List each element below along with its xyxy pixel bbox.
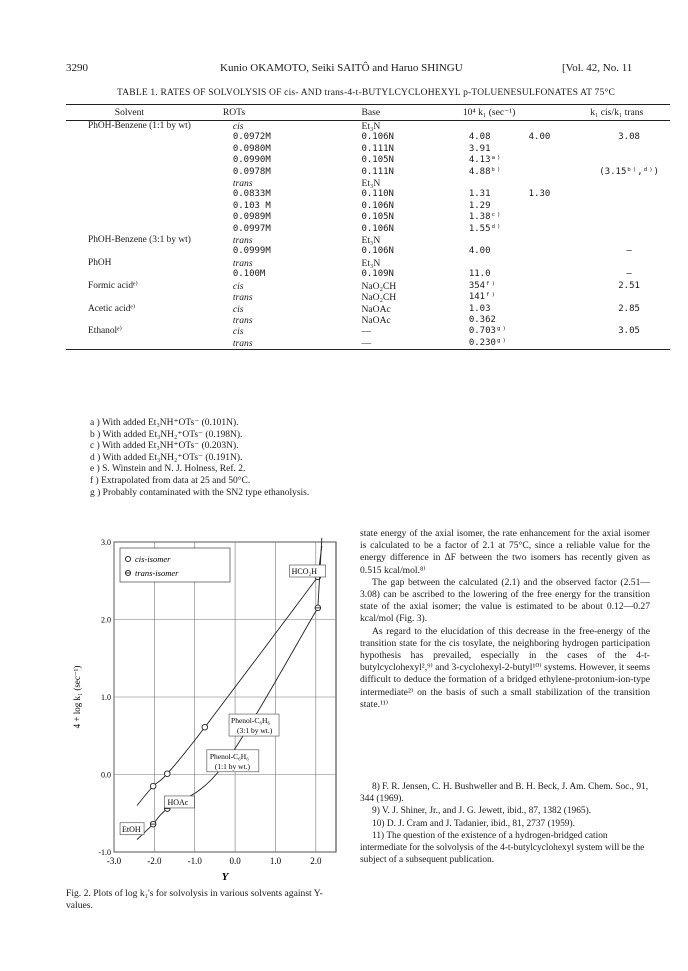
table-cell: Et₃N (361, 235, 381, 247)
table-cell (588, 258, 670, 269)
table-cell (527, 292, 589, 303)
y-tick-label: 0.0 (101, 770, 111, 780)
table-cell: trans (232, 235, 253, 247)
rates-table (66, 104, 670, 350)
table-row (66, 292, 670, 303)
reference-item: 8) F. R. Jensen, C. H. Bushweller and B. H. Beck, J. Am. Chem. Soc., 91, 344 (1969). (360, 782, 649, 804)
table-cell (66, 178, 193, 189)
table-cell: 0.106N (361, 132, 394, 143)
table-cell: 3.05 (618, 326, 640, 337)
table-cell (66, 144, 193, 155)
table-body (66, 121, 670, 350)
table-row (66, 258, 670, 269)
table-cell: 1.55ᵈ⁾ (468, 223, 502, 234)
table-row (66, 178, 670, 189)
table-cell: NaOAc (361, 303, 391, 315)
table-cell: 0.0978M (232, 166, 271, 177)
label-hoac: HOAc (167, 797, 189, 807)
table-cell: 0.106N (361, 223, 394, 234)
references (360, 782, 650, 867)
footnote: e ) S. Winstein and N. J. Holness, Ref. 2. (90, 464, 246, 475)
x-tick-label: -2.0 (147, 856, 162, 866)
body-text (360, 528, 650, 711)
table-header-5: k₁ cis/k₁ trans (590, 107, 644, 118)
table-cell (588, 212, 670, 223)
table-cell: Et₃N (361, 257, 381, 269)
footnote: b ) With added Et₃NH₂⁺OTs⁻ (0.198N). (90, 429, 243, 440)
table-cell: — (361, 326, 372, 338)
table-cell (66, 132, 193, 143)
table-cell: (3.15ᵇ⁾,ᵈ⁾) (599, 166, 659, 177)
table-cell: 2.51 (618, 280, 640, 291)
table-cell: trans (232, 292, 253, 304)
y-tick-label: -1.0 (98, 848, 111, 857)
x-axis-label: Y (221, 871, 229, 882)
table-cell: 1.31 (468, 189, 491, 200)
data-point-cis (150, 783, 156, 789)
table-cell: PhOH (88, 257, 112, 268)
reference-item: 9) V. J. Shiner, Jr., and J. G. Jewett, ibid., 87, 1382 (1965). (372, 806, 592, 817)
table-cell: 354ᶠ⁾ (468, 280, 496, 291)
running-authors: Kunio OKAMOTO, Seiki SAITÔ and Haruo SHINGU (220, 62, 463, 74)
table-cell (527, 258, 589, 269)
paragraph-3: As regard to the elucidation of this decrease in the free-energy of the transition state for the cis tosylate, the neighboring hydrogen participation hypothesis has prevailed, especially in the cases of the 4-t-butylcyclohexyl²,⁹⁾ and 3-cyclohexyl-2-butyl¹⁰⁾ systems. However, it seems difficult to deduce the formation of a bridged ethylene-protonium-ion-type intermediate²⁾ on the basis of such a small stabilization of the transition state.¹¹⁾ (360, 625, 650, 710)
table-cell: 1.03 (468, 303, 491, 314)
table-cell: 0.109N (361, 269, 394, 280)
table-cell: 11.0 (468, 269, 491, 280)
data-point-cis (202, 724, 208, 730)
table-cell (66, 338, 193, 350)
table-row (66, 315, 670, 326)
table-cell: trans (232, 257, 253, 269)
table-row (66, 132, 670, 143)
table-cell (527, 121, 589, 133)
label-phenol-31-a: Phenol-C₆H₆ (231, 716, 271, 726)
table-caption: TABLE 1. RATES OF SOLVOLYSIS OF cis- AND trans-4-t-BUTYLCYCLOHEXYL p-TOLUENESULFONATES AT 75°C (116, 88, 615, 98)
y-axis-label: 4 + log k₁ (sec⁻¹) (72, 665, 82, 729)
table-cell: 0.0972M (232, 132, 271, 143)
table-cell: — (626, 246, 632, 257)
table-cell (588, 144, 670, 155)
table-header-4 (527, 105, 589, 121)
table-cell: 4.88ᵇ⁾ (468, 166, 502, 177)
table-cell: NaO₂CH (361, 292, 397, 304)
figure-caption: Fig. 2. Plots of log k₁'s for solvolysis in various solvents against Y-values. (66, 888, 323, 911)
table-cell (527, 338, 589, 350)
table-cell (66, 315, 193, 326)
table-cell (66, 212, 193, 223)
table-row (66, 235, 670, 246)
footnote: c ) With added Et₃NH⁺OTs⁻ (0.203N). (90, 441, 239, 452)
footnote: d ) With added Et₃NH₂⁺OTs⁻ (0.191N). (90, 452, 243, 463)
reference-item: 11) The question of the existence of a hydrogen-bridged cation intermediate for the solvolysis of the 4-t-butylcyclohexyl system will be the subject of a subsequent publication. (360, 831, 645, 865)
table-cell: trans (232, 337, 253, 349)
table-cell (527, 212, 589, 223)
label-phenol-11-a: Phenol-C₆H₆ (209, 751, 249, 761)
page-number: 3290 (66, 62, 88, 74)
table-cell (588, 292, 670, 303)
table-cell: cis (232, 326, 244, 338)
table-cell (588, 178, 670, 189)
legend-label-trans: trans-isomer (135, 568, 179, 578)
table-cell (527, 281, 589, 292)
data-point-cis (164, 771, 170, 777)
table-row (66, 338, 670, 350)
table-cell (66, 189, 193, 200)
table-cell: 0.362 (468, 314, 496, 325)
table-cell (66, 246, 193, 257)
label-etoh: EtOH (122, 824, 141, 834)
table-cell: 0.106N (361, 246, 394, 257)
fit-curve-trans (137, 538, 322, 840)
table-cell: 2.85 (618, 303, 640, 314)
table-cell: PhOH-Benzene (1:1 by wt) (88, 121, 191, 131)
figure-2-chart (66, 530, 356, 882)
table-cell: 0.0989M (232, 212, 271, 223)
x-tick-label: 1.0 (269, 856, 282, 866)
table-cell: 0.111N (361, 166, 394, 177)
footnote: g ) Probably contaminated with the SN2 type ethanolysis. (90, 487, 310, 498)
table-cell (527, 155, 589, 166)
table-header-0: Solvent (114, 107, 145, 118)
table-header-2: Base (361, 107, 381, 118)
table-cell (461, 178, 527, 189)
table-cell: 0.703ᵍ⁾ (468, 326, 507, 337)
table-cell: 0.105N (361, 155, 394, 166)
table-cell (588, 315, 670, 326)
table-cell: 0.110N (361, 189, 394, 200)
table-row (66, 304, 670, 315)
table-cell: NaO₂CH (361, 280, 397, 292)
table-cell (66, 269, 193, 280)
table-cell (588, 235, 670, 246)
table-row (66, 121, 670, 133)
table-cell (66, 224, 193, 235)
table-row (66, 326, 670, 337)
table-cell (66, 155, 193, 166)
table-cell (66, 167, 193, 178)
label-phenol-31-b: (3:1 by wt.) (237, 726, 273, 736)
table-cell (461, 258, 527, 269)
table-cell: trans (232, 314, 253, 326)
table-cell: Et₃N (361, 121, 381, 132)
table-cell (588, 189, 670, 200)
table-cell: cis (232, 280, 244, 292)
table-cell (66, 201, 193, 212)
table-cell: Acetic acidᵉ⁾ (88, 303, 136, 314)
table-header-1: ROTs (222, 107, 246, 118)
table-cell: — (361, 337, 372, 349)
table-cell: 1.30 (528, 189, 551, 200)
table-cell: trans (232, 178, 253, 190)
x-tick-label: 2.0 (310, 856, 322, 866)
reference-item: 10) D. J. Cram and J. Tadanier, ibid., 81, 2737 (1959). (372, 818, 575, 829)
table-cell (527, 246, 589, 257)
table-cell: 0.105N (361, 212, 394, 223)
table-cell (461, 235, 527, 246)
table-cell (588, 338, 670, 350)
table-header-3: 10⁴ k₁ (sec⁻¹) (462, 107, 516, 118)
table-cell (588, 201, 670, 212)
table-row (66, 144, 670, 155)
y-tick-label: 2.0 (101, 615, 111, 625)
table-cell: cis (232, 303, 244, 315)
table-header-row (66, 105, 670, 121)
table-cell (527, 167, 589, 178)
table-cell: 3.91 (468, 143, 491, 154)
table-cell (527, 315, 589, 326)
paragraph-1: state energy of the axial isomer, the rate enhancement for the axial isomer is calculated to be a factor of 2.1 at 75°C, since a reliable value for the energy difference in ΔF between the two isomers has recently given as 0.515 kcal/mol.⁸⁾ (360, 528, 650, 576)
x-tick-label: -3.0 (106, 856, 122, 866)
table-cell: 0.0980M (232, 143, 271, 154)
table-footnotes (90, 418, 309, 499)
table-row (66, 224, 670, 235)
table-row (66, 189, 670, 200)
table-cell: Formic acidᵉ⁾ (88, 280, 138, 291)
table-cell: Ethanolᵉ⁾ (88, 326, 122, 337)
table-cell (527, 144, 589, 155)
volume-info: [Vol. 42, No. 11 (562, 62, 633, 74)
table-cell: 0.103 M (232, 200, 271, 211)
table-cell: 4.08 (468, 132, 491, 143)
footnote: f ) Extrapolated from data at 25 and 50°C. (90, 475, 251, 486)
table-row (66, 246, 670, 257)
table-cell (461, 121, 527, 133)
table-cell: cis (232, 121, 244, 132)
table-cell (588, 155, 670, 166)
label-phenol-11-b: (1:1 by wt.) (214, 761, 251, 771)
table-cell: 141ᶠ⁾ (468, 292, 496, 303)
footnote: a ) With added Et₃NH⁺OTs⁻ (0.101N). (90, 418, 239, 428)
table-cell: 0.230ᵍ⁾ (468, 337, 507, 348)
y-tick-label: 3.0 (101, 538, 111, 547)
table-cell: NaOAc (361, 314, 391, 326)
table-cell (527, 304, 589, 315)
table-cell: 0.0990M (232, 155, 271, 166)
y-tick-label: 1.0 (101, 693, 111, 702)
table-cell: 0.106N (361, 200, 394, 211)
x-tick-label: -1.0 (187, 856, 202, 866)
table-cell (527, 269, 589, 280)
table-cell: Et₃N (361, 178, 381, 190)
table-row (66, 269, 670, 280)
table-cell: 0.0997M (232, 223, 271, 234)
table-cell: 0.0999M (232, 246, 271, 257)
table-cell (527, 235, 589, 246)
table-cell: 0.100M (232, 269, 266, 280)
table-cell: 1.29 (468, 200, 491, 211)
legend-label-cis: cis-isomer (135, 554, 171, 564)
x-tick-label: 0.0 (229, 856, 241, 866)
table-cell (66, 292, 193, 303)
table-cell: 3.08 (618, 132, 640, 143)
table-cell: 4.13ᵃ⁾ (468, 155, 502, 166)
table-cell: PhOH-Benzene (3:1 by wt) (88, 235, 191, 246)
table-cell: — (626, 269, 632, 280)
paragraph-2: The gap between the calculated (2.1) and the observed factor (2.51—3.08) can be ascribed to the lowering of the free energy for the transition state of the axial isomer; the value is estimated to be about 0.12—0.27 kcal/mol (Fig. 3). (360, 576, 650, 625)
table-row (66, 201, 670, 212)
table-row (66, 155, 670, 166)
table-cell: 0.111N (361, 143, 394, 154)
table-row (66, 212, 670, 223)
table-cell: 4.00 (468, 246, 491, 257)
table-cell (527, 326, 589, 337)
table-row (66, 167, 670, 178)
table-cell (588, 121, 670, 133)
table-cell (527, 224, 589, 235)
table-row (66, 281, 670, 292)
table-cell: 1.38ᶜ⁾ (468, 212, 502, 223)
table-cell: 0.0833M (232, 189, 271, 200)
table-cell (527, 178, 589, 189)
table-cell: 4.00 (528, 132, 551, 143)
table-cell (527, 201, 589, 212)
label-hcooh: HCO₂H (291, 567, 318, 576)
table-cell (588, 224, 670, 235)
